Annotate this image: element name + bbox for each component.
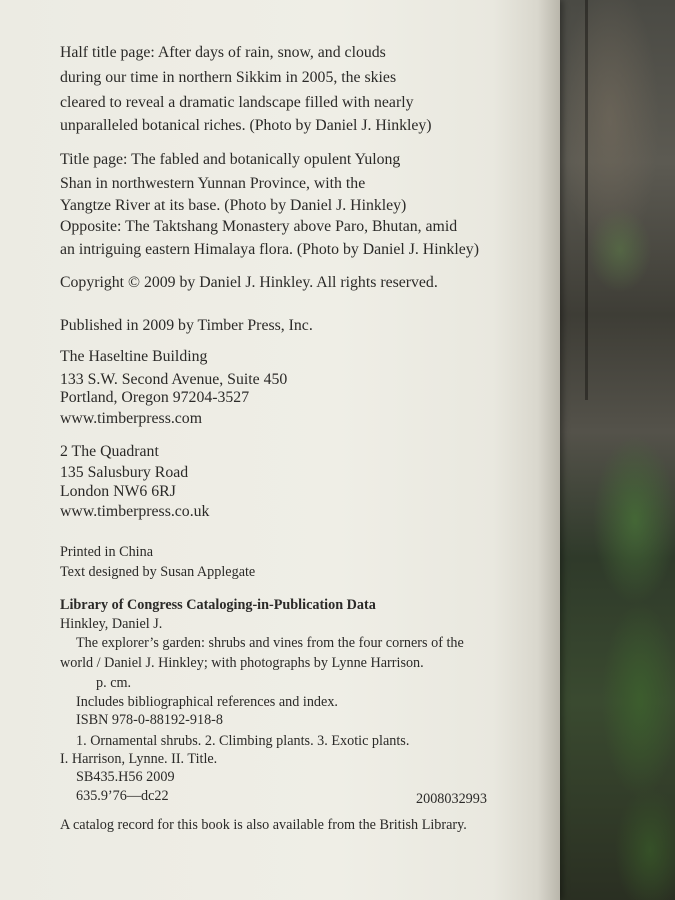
title-page-caption-line-2: Shan in northwestern Yunnan Province, with the <box>60 175 366 192</box>
address-uk-line-2: 135 Salusbury Road <box>60 464 189 481</box>
british-library-note: A catalog record for this book is also available from the British Library. <box>60 817 467 833</box>
website-uk: www.timberpress.co.uk <box>60 503 210 520</box>
cip-lccn: 2008032993 <box>416 791 487 807</box>
address-us-line-2: 133 S.W. Second Avenue, Suite 450 <box>60 371 288 388</box>
cip-dewey: 635.9’76—dc22 <box>76 788 169 804</box>
opposite-caption-line-1: Opposite: The Taktshang Monastery above Paro, Bhutan, amid <box>60 218 458 235</box>
cip-title-line-1: The explorer’s garden: shrubs and vines from the four corners of the <box>76 635 464 651</box>
opposite-caption-line-2: an intriguing eastern Himalaya flora. (Photo by Daniel J. Hinkley) <box>60 241 479 258</box>
website-us: www.timberpress.com <box>60 410 202 427</box>
address-uk-line-3: London NW6 6RJ <box>60 483 176 500</box>
printed-in: Printed in China <box>60 544 154 560</box>
published-line: Published in 2009 by Timber Press, Inc. <box>60 317 313 334</box>
photo-shadow-line <box>585 0 588 400</box>
half-title-caption-line-2: during our time in northern Sikkim in 2005, the skies <box>60 69 397 86</box>
half-title-caption-line-3: cleared to reveal a dramatic landscape filled with nearly <box>60 94 414 111</box>
text-designer: Text designed by Susan Applegate <box>60 564 256 580</box>
half-title-caption-line-1: Half title page: After days of rain, snow, and clouds <box>60 44 386 61</box>
address-us-line-1: The Haseltine Building <box>60 348 208 365</box>
cip-subjects: 1. Ornamental shrubs. 2. Climbing plants. 3. Exotic plants. <box>76 733 410 749</box>
cip-author: Hinkley, Daniel J. <box>60 616 163 632</box>
title-page-caption-line-1: Title page: The fabled and botanically opulent Yulong <box>60 151 401 168</box>
title-page-caption-line-3: Yangtze River at its base. (Photo by Daniel J. Hinkley) <box>60 197 407 214</box>
cip-heading: Library of Congress Cataloging-in-Publication Data <box>60 597 376 613</box>
cip-pages: p. cm. <box>96 675 132 691</box>
cip-isbn: ISBN 978-0-88192-918-8 <box>76 712 223 728</box>
cip-lc-class: SB435.H56 2009 <box>76 769 175 785</box>
address-uk-line-1: 2 The Quadrant <box>60 443 159 460</box>
cip-includes: Includes bibliographical references and index. <box>76 694 338 710</box>
half-title-caption-line-4: unparalleled botanical riches. (Photo by Daniel J. Hinkley) <box>60 117 432 134</box>
cover-photo-cliff-forest <box>540 0 675 900</box>
cip-added-entries: I. Harrison, Lynne. II. Title. <box>60 751 218 767</box>
copyright-notice: Copyright © 2009 by Daniel J. Hinkley. All rights reserved. <box>60 274 438 291</box>
cip-title-line-2: world / Daniel J. Hinkley; with photographs by Lynne Harrison. <box>60 655 424 671</box>
address-us-line-3: Portland, Oregon 97204-3527 <box>60 389 250 406</box>
